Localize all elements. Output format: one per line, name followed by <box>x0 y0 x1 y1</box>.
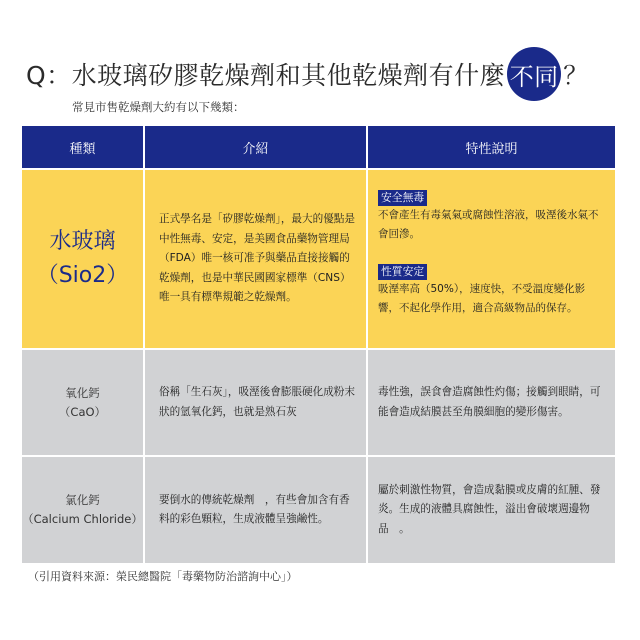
comparison-table <box>22 126 615 563</box>
cacl-intro-text: 要倒水的傳統乾燥劑 ，有些會加含有香料的彩色顆粒，生成液體呈強鹼性。 <box>159 493 350 525</box>
cao-props-text: 毒性強，誤食會造腐蝕性灼傷；接觸到眼睛，可能會造成結膜甚至角膜細胞的變形傷害。 <box>378 386 601 418</box>
row-cao-intro <box>145 350 366 455</box>
header-props: 特性說明 <box>368 126 615 168</box>
title-prefix: Q：水玻璃矽膠乾燥劑和其他乾燥劑有什麼 <box>26 61 506 90</box>
row-silica-props <box>368 170 615 348</box>
row-cacl-intro <box>145 457 366 563</box>
tag-stable: 性質安定 <box>378 264 427 280</box>
prop-stable: 吸溼率高（50%），速度快，不受溫度變化影響，不起化學作用，適合高級物品的保存。 <box>378 283 586 314</box>
title-highlight: 不同 <box>507 47 561 101</box>
silica-name-line1: 水玻璃 <box>49 229 116 254</box>
header-type: 種類 <box>22 126 143 168</box>
row-cacl-name <box>22 457 143 563</box>
cacl-props-text: 屬於刺激性物質，會造成黏膜或皮膚的紅腫、發炎。生成的液體具腐蝕性，溢出會破壞週邊物品 。 <box>378 483 601 535</box>
row-silica-intro <box>145 170 366 348</box>
cacl-name-line1: 氯化鈣 <box>65 493 100 507</box>
tag-safe: 安全無毒 <box>378 190 427 206</box>
subtitle: 常見市售乾燥劑大約有以下幾類： <box>72 100 245 114</box>
prop-safe: 不會產生有毒氣氣或腐蝕性溶液，吸溼後水氣不會回滲。 <box>378 209 599 240</box>
header-intro: 介紹 <box>145 126 366 168</box>
cao-name-line2: （CaO） <box>58 404 107 419</box>
page-title <box>26 52 589 96</box>
cao-name-line1: 氧化鈣 <box>65 385 100 400</box>
row-cacl-props <box>368 457 615 563</box>
cao-intro-text: 俗稱「生石灰」，吸溼後會膨脹硬化成粉末狀的氫氧化鈣，也就是熟石灰 <box>159 386 355 418</box>
silica-name-line2: （Sio2） <box>36 263 129 288</box>
row-cao-name <box>22 350 143 455</box>
title-suffix: ？ <box>563 61 589 90</box>
cacl-name-line2: （Calcium Chloride） <box>22 512 143 526</box>
row-silica-name <box>22 170 143 348</box>
source-footnote: （引用資料來源：榮民總醫院「毒藥物防治諮詢中心」） <box>28 570 298 583</box>
row-cao-props <box>368 350 615 455</box>
silica-intro-text: 正式學名是「矽膠乾燥劑」，最大的優點是中性無毒、安定，是美國食品藥物管理局（FDA）唯一核可准予與藥品直接接觸的乾燥劑，也是中華民國國家標準（CNS）唯一具有標準規範之乾燥劑。 <box>159 213 355 304</box>
